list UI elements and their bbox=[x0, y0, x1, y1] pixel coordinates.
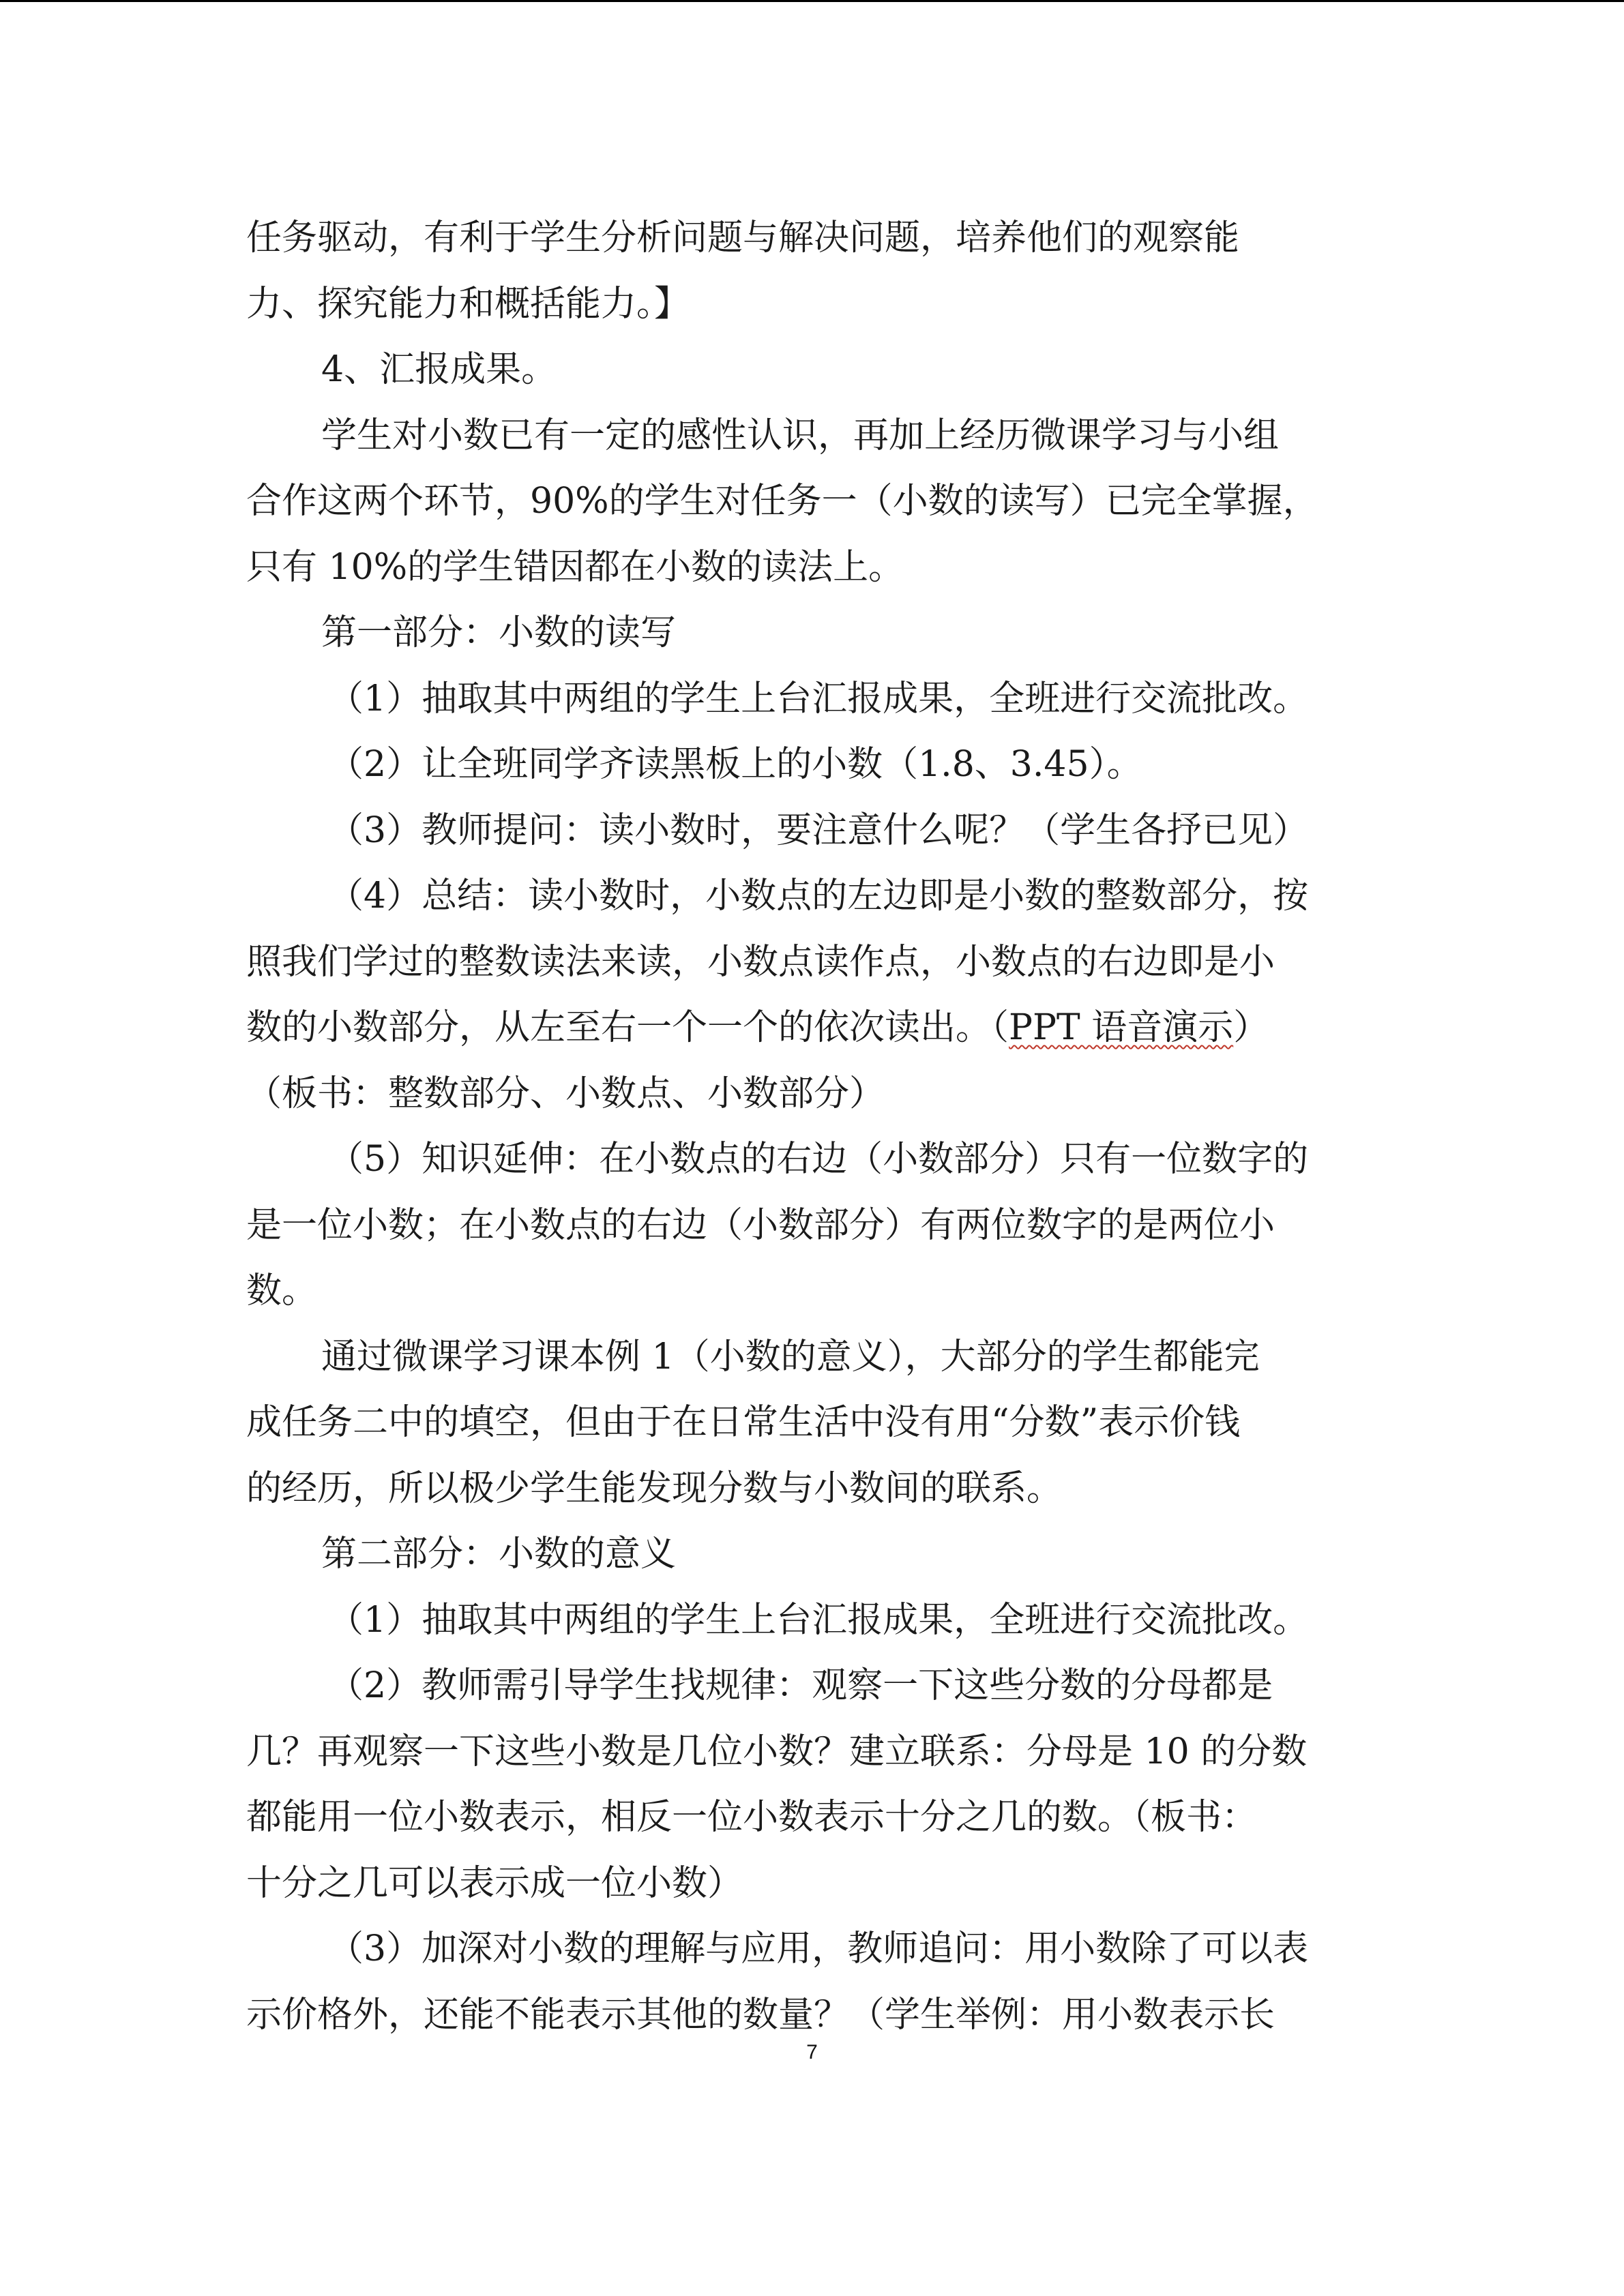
text-line: 示价格外，还能不能表示其他的数量？（学生举例：用小数表示长 bbox=[246, 1994, 1275, 2036]
list-item: （5）知识延伸：在小数点的右边（小数部分）只有一位数字的 bbox=[328, 1139, 1309, 1180]
text-line: 任务驱动，有利于学生分析问题与解决问题，培养他们的观察能 bbox=[246, 218, 1240, 258]
text-line: 十分之几可以表示成一位小数） bbox=[246, 1862, 743, 1904]
part-heading: 第一部分：小数的读写 bbox=[321, 612, 677, 653]
text-line: 成任务二中的填空，但由于在日常生活中没有用“分数”表示价钱 bbox=[246, 1402, 1241, 1443]
list-item: （3）加深对小数的理解与应用，教师追问：用小数除了可以表 bbox=[328, 1928, 1309, 1969]
list-item: （1）抽取其中两组的学生上台汇报成果，全班进行交流批改。 bbox=[328, 678, 1309, 719]
text-line bbox=[246, 995, 1378, 1061]
list-item: （4）总结：读小数时，小数点的左边即是小数的整数部分，按 bbox=[328, 876, 1309, 916]
text-segment: ） bbox=[1233, 1007, 1269, 1048]
spellcheck-marked-text: PPT 语音演示 bbox=[1009, 1007, 1234, 1048]
text-line: 的经历，所以极少学生能发现分数与小数间的联系。 bbox=[246, 1467, 1063, 1509]
list-item: （2）教师需引导学生找规律：观察一下这些分数的分母都是 bbox=[328, 1665, 1273, 1706]
text-line: 只有 10%的学生错因都在小数的读法上。 bbox=[246, 546, 904, 588]
part-heading: 第二部分：小数的意义 bbox=[321, 1534, 677, 1575]
text-segment: 数的小数部分，从左至右一个一个的依次读出。（ bbox=[246, 1007, 1009, 1048]
paragraph-line: 通过微课学习课本例 1（小数的意义），大部分的学生都能完 bbox=[321, 1336, 1260, 1377]
text-line: 力、探究能力和概括能力。】 bbox=[246, 283, 690, 325]
text-line: 都能用一位小数表示，相反一位小数表示十分之几的数。（板书： bbox=[246, 1797, 1258, 1838]
text-line: 是一位小数；在小数点的右边（小数部分）有两位数字的是两位小 bbox=[246, 1204, 1275, 1246]
section-heading: 4、汇报成果。 bbox=[321, 349, 557, 390]
text-line: 几？再观察一下这些小数是几位小数？建立联系：分母是 10 的分数 bbox=[246, 1731, 1308, 1772]
text-line: 照我们学过的整数读法来读，小数点读作点，小数点的右边即是小 bbox=[246, 941, 1275, 983]
page-number: 7 bbox=[806, 2041, 818, 2063]
list-item: （2）让全班同学齐读黑板上的小数（1.8、3.45）。 bbox=[328, 744, 1142, 785]
list-item: （3）教师提问：读小数时，要注意什么呢？（学生各抒已见） bbox=[328, 809, 1309, 851]
list-item: （1）抽取其中两组的学生上台汇报成果，全班进行交流批改。 bbox=[328, 1599, 1309, 1641]
paragraph-line: 学生对小数已有一定的感性认识，再加上经历微课学习与小组 bbox=[321, 415, 1280, 456]
text-line: （板书：整数部分、小数点、小数部分） bbox=[246, 1073, 885, 1114]
document-body bbox=[246, 205, 1378, 2048]
text-line: 合作这两个环节，90%的学生对任务一（小数的读写）已完全掌握， bbox=[246, 481, 1318, 522]
text-line: 数。 bbox=[246, 1270, 318, 1311]
